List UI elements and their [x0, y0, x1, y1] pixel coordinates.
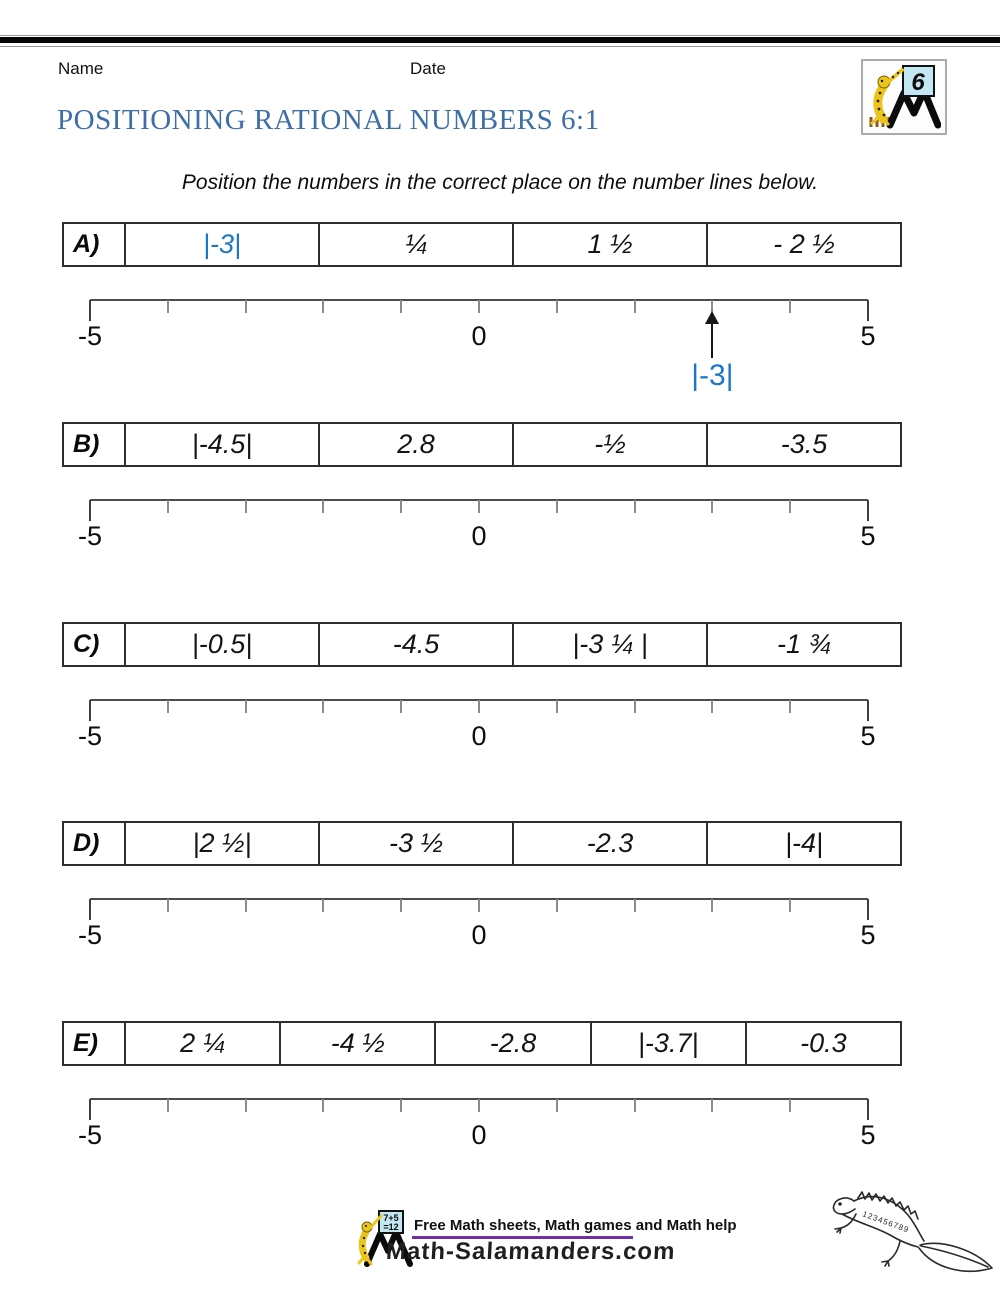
tick-mark — [789, 1099, 791, 1112]
tick-mark — [789, 500, 791, 513]
tick-label: -5 — [77, 521, 103, 551]
number-line — [77, 1098, 876, 1218]
tick-mark — [89, 300, 91, 321]
problem-label: A) — [64, 224, 126, 265]
tick-mark — [167, 899, 169, 912]
tick-mark — [245, 899, 247, 912]
tick-mark — [634, 700, 636, 713]
name-field-label: Name — [58, 59, 104, 78]
tick-mark — [789, 300, 791, 313]
number-cell: |-4| — [784, 828, 824, 858]
number-cell: -4 ½ — [281, 1023, 436, 1064]
problem-label: E) — [64, 1023, 126, 1064]
number-line — [77, 299, 876, 419]
number-cell: -½ — [514, 424, 708, 465]
number-cell: -1 ¾ — [776, 629, 832, 659]
number-cell: |2 ½| — [126, 823, 320, 864]
svg-text:123456789: 123456789 — [861, 1209, 911, 1235]
problem-label: C) — [64, 624, 126, 665]
tick-mark — [711, 500, 713, 513]
svg-text:=12: =12 — [383, 1222, 399, 1232]
tick-mark — [245, 1099, 247, 1112]
tick-mark — [711, 700, 713, 713]
tick-label: 5 — [860, 521, 876, 551]
number-cell: - 2 ½ — [773, 229, 835, 259]
tick-mark — [89, 899, 91, 920]
number-cell: -2.8 — [436, 1023, 591, 1064]
number-line — [77, 699, 876, 819]
tick-mark — [789, 899, 791, 912]
tick-mark — [634, 300, 636, 313]
problem-section-b — [0, 422, 1000, 622]
tick-mark — [556, 899, 558, 912]
tick-label: 5 — [860, 721, 876, 751]
tick-mark — [789, 700, 791, 713]
problem-label: B) — [64, 424, 126, 465]
tick-mark — [478, 1099, 480, 1112]
number-table — [62, 1021, 902, 1066]
tick-label: 0 — [471, 521, 487, 551]
top-divider-thin-lower — [0, 46, 1000, 47]
tick-mark — [167, 300, 169, 313]
number-cell: |-4.5| — [126, 424, 320, 465]
tick-mark — [89, 1099, 91, 1120]
tick-mark — [867, 300, 869, 321]
tick-mark — [867, 899, 869, 920]
svg-text:7+5: 7+5 — [383, 1213, 399, 1223]
svg-text:6: 6 — [911, 69, 925, 96]
tick-label: -5 — [77, 721, 103, 751]
tick-mark — [400, 1099, 402, 1112]
tick-mark — [634, 1099, 636, 1112]
number-line — [77, 898, 876, 1018]
problem-section-c — [0, 622, 1000, 822]
tick-mark — [245, 700, 247, 713]
number-cell: -0.3 — [800, 1028, 847, 1058]
tick-mark — [245, 300, 247, 313]
tick-mark — [167, 500, 169, 513]
tick-mark — [634, 500, 636, 513]
number-cell: -3.5 — [780, 429, 828, 459]
problem-label: D) — [64, 823, 126, 864]
number-line — [77, 499, 876, 619]
page-title: POSITIONING RATIONAL NUMBERS 6:1 — [57, 104, 600, 136]
tick-mark — [400, 500, 402, 513]
salamander-easel-icon — [863, 61, 941, 129]
number-cell: 2.8 — [320, 424, 514, 465]
tick-mark — [634, 899, 636, 912]
tick-mark — [867, 700, 869, 721]
tick-label: -5 — [77, 920, 103, 950]
salamander-drawing — [828, 1183, 998, 1278]
tick-mark — [322, 899, 324, 912]
salamander-line-art — [828, 1183, 998, 1278]
number-table — [62, 821, 902, 866]
number-cell: 2 ¼ — [126, 1023, 281, 1064]
tick-mark — [556, 1099, 558, 1112]
top-divider-thin — [0, 35, 1000, 36]
tick-mark — [556, 500, 558, 513]
tick-mark — [400, 899, 402, 912]
tick-mark — [167, 700, 169, 713]
problem-section-d — [0, 821, 1000, 1021]
tick-mark — [322, 1099, 324, 1112]
number-table — [62, 222, 902, 267]
tick-mark — [167, 1099, 169, 1112]
number-cell: -4.5 — [320, 624, 514, 665]
tick-mark — [400, 700, 402, 713]
number-cell: -3 ½ — [320, 823, 514, 864]
tick-mark — [89, 700, 91, 721]
footer-tagline: Free Math sheets, Math games and Math help — [414, 1217, 737, 1234]
tick-mark — [478, 300, 480, 313]
tick-mark — [556, 700, 558, 713]
problem-section-a — [0, 222, 1000, 422]
number-cell: |-3.7| — [592, 1023, 747, 1064]
number-table — [62, 622, 902, 667]
top-divider-bar — [0, 37, 1000, 43]
number-cell: -2.3 — [514, 823, 708, 864]
instruction-text: Position the numbers in the correct place on the number lines below. — [181, 171, 819, 194]
tick-label: 5 — [860, 920, 876, 950]
tick-mark — [478, 899, 480, 912]
arrow-line — [711, 322, 713, 358]
number-cell: 1 ½ — [514, 224, 708, 265]
tick-mark — [322, 500, 324, 513]
tick-mark — [711, 1099, 713, 1112]
tick-label: 0 — [471, 920, 487, 950]
number-cell: |-3 ¼ | — [514, 624, 708, 665]
math-salamanders-grade-logo — [861, 59, 947, 135]
tick-label: -5 — [77, 321, 103, 351]
tick-label: 5 — [860, 1120, 876, 1150]
tick-label: 0 — [471, 1120, 487, 1150]
tick-mark — [556, 300, 558, 313]
number-cell: |-3| — [126, 224, 320, 265]
tick-mark — [322, 700, 324, 713]
answer-label: |-3| — [691, 359, 734, 392]
number-table — [62, 422, 902, 467]
tick-label: 0 — [471, 721, 487, 751]
tick-mark — [322, 300, 324, 313]
tick-mark — [478, 500, 480, 513]
date-field-label: Date — [410, 59, 446, 78]
tick-mark — [400, 300, 402, 313]
tick-mark — [478, 700, 480, 713]
footer-site-name: Math-Salamanders.com — [385, 1238, 677, 1265]
number-cell: |-0.5| — [126, 624, 320, 665]
tick-label: 0 — [471, 321, 487, 351]
tick-mark — [867, 500, 869, 521]
tick-mark — [245, 500, 247, 513]
tick-label: 5 — [860, 321, 876, 351]
tick-mark — [867, 1099, 869, 1120]
tick-mark — [711, 899, 713, 912]
tick-mark — [89, 500, 91, 521]
number-cell: ¼ — [320, 224, 514, 265]
tick-label: -5 — [77, 1120, 103, 1150]
